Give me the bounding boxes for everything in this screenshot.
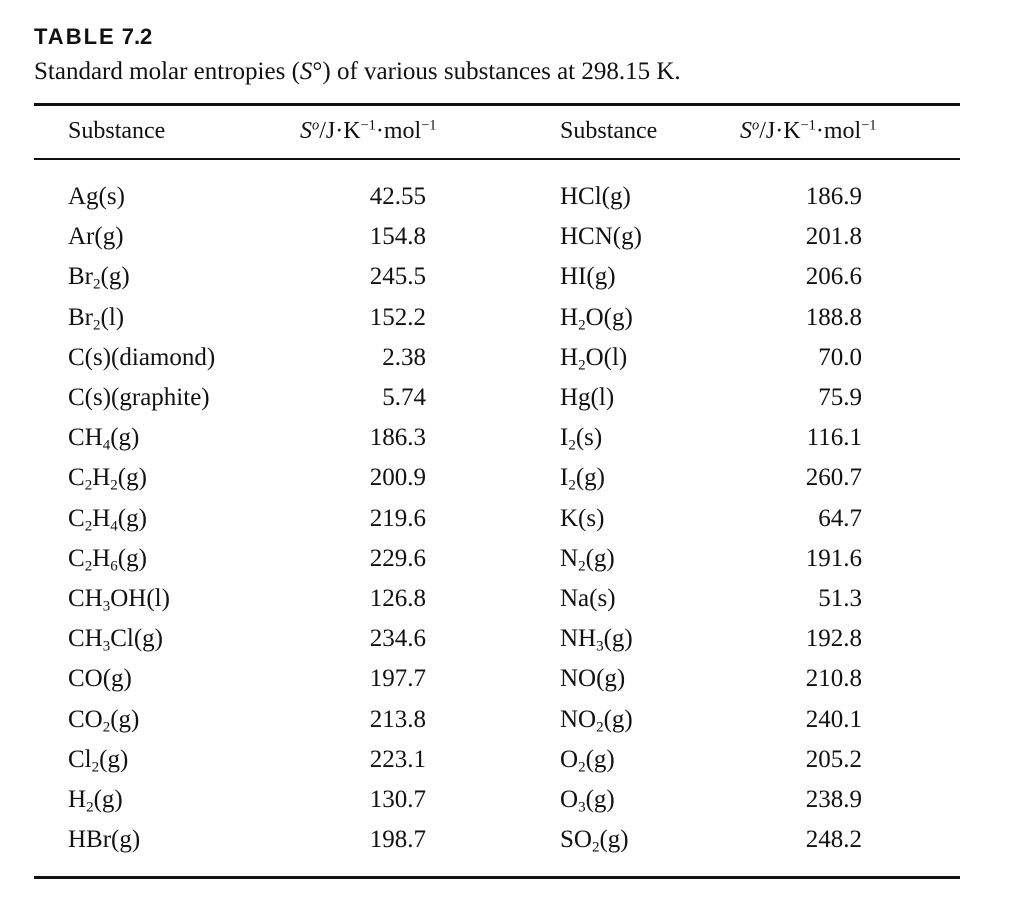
substance-cell: $NO_2(g)$ xyxy=(560,705,633,736)
header-entropy-units-a-exp: −1 xyxy=(360,117,376,134)
entropy-value-cell: 64.7 xyxy=(818,504,862,532)
header-substance-left: Substance xyxy=(68,118,166,144)
substance-cell: HBr(g) xyxy=(68,826,141,854)
header-entropy-symbol: S xyxy=(300,118,312,144)
substance-cell: Hg(l) xyxy=(560,384,615,411)
caption-after: ) of various substances at 298.15 K. xyxy=(322,58,681,85)
substance-cell: $N_2(g)$ xyxy=(560,544,615,575)
entropy-value-cell: 238.9 xyxy=(805,786,862,813)
substance-cell: $SO_2(g)$ xyxy=(560,826,629,856)
entropy-value-cell: 223.1 xyxy=(369,745,426,773)
table-row xyxy=(0,343,1024,383)
table-row xyxy=(0,383,1024,423)
substance-cell: $CO_2(g)$ xyxy=(68,705,140,736)
entropy-value-cell: 75.9 xyxy=(818,384,862,411)
entropy-value-cell: 248.2 xyxy=(805,826,862,854)
entropy-value-cell: 245.5 xyxy=(369,263,426,291)
entropy-value-cell: 205.2 xyxy=(805,745,862,773)
substance-cell: NO(g) xyxy=(560,665,626,693)
header-entropy-left xyxy=(300,118,437,145)
entropy-value-cell: 198.7 xyxy=(369,826,426,854)
substance-cell: $C_2H_4(g)$ xyxy=(68,504,147,535)
entropy-value-cell: 186.3 xyxy=(369,424,426,452)
caption-degree: ° xyxy=(312,58,323,85)
table-label-word: TABLE xyxy=(34,24,116,49)
bottom-rule xyxy=(34,876,960,879)
header-rule xyxy=(34,158,960,160)
substance-cell: $Br_2(l)$ xyxy=(68,303,125,334)
table-row xyxy=(0,262,1024,302)
substance-cell: HI(g) xyxy=(560,263,616,291)
entropy-value-cell: 191.6 xyxy=(805,544,862,572)
entropy-value-cell: 219.6 xyxy=(369,504,426,532)
table-row xyxy=(0,785,1024,825)
table-row xyxy=(0,182,1024,222)
substance-cell: $CH_4(g)$ xyxy=(68,424,140,454)
table-row xyxy=(0,504,1024,544)
table-label xyxy=(34,24,152,50)
caption-before: Standard molar entropies ( xyxy=(34,58,300,85)
header-entropy-units-a-exp: −1 xyxy=(800,117,816,134)
entropy-value-cell: 51.3 xyxy=(818,585,862,612)
table-row xyxy=(0,303,1024,343)
entropy-value-cell: 234.6 xyxy=(369,625,426,653)
entropy-value-cell: 5.74 xyxy=(382,384,426,411)
table-label-number: 7.2 xyxy=(121,24,153,49)
entropy-value-cell: 152.2 xyxy=(369,303,426,331)
substance-cell: C(s)(graphite) xyxy=(68,384,210,411)
entropy-value-cell: 2.38 xyxy=(382,343,426,371)
table-row xyxy=(0,825,1024,865)
caption-symbol: S xyxy=(299,58,313,85)
table-row xyxy=(0,745,1024,785)
entropy-value-cell: 260.7 xyxy=(805,464,862,492)
substance-cell: $Br_2(g)$ xyxy=(68,263,130,293)
entropy-value-cell: 154.8 xyxy=(369,223,426,251)
entropy-value-cell: 206.6 xyxy=(805,263,862,291)
header-entropy-units-b: ·mol xyxy=(815,118,862,144)
substance-cell: CO(g) xyxy=(68,665,132,693)
substance-cell: $I_2(s)$ xyxy=(560,424,603,454)
substance-cell: $H_2O(l)$ xyxy=(560,343,628,374)
entropy-value-cell: 240.1 xyxy=(805,705,862,733)
header-entropy-units-a: /J·K xyxy=(759,118,801,144)
entropy-value-cell: 130.7 xyxy=(369,786,426,813)
header-entropy-right xyxy=(740,118,877,145)
header-entropy-units-b-exp: −1 xyxy=(421,117,437,134)
table-row xyxy=(0,463,1024,503)
entropy-value-cell: 197.7 xyxy=(369,665,426,693)
top-rule xyxy=(34,103,960,106)
substance-cell: Ar(g) xyxy=(68,223,124,251)
entropy-value-cell: 192.8 xyxy=(805,625,862,653)
entropy-value-cell: 210.8 xyxy=(805,665,862,693)
table-row xyxy=(0,664,1024,704)
table-caption xyxy=(34,58,681,86)
header-entropy-units-b: ·mol xyxy=(375,118,422,144)
header-entropy-units-b-exp: −1 xyxy=(861,117,877,134)
entropy-value-cell: 186.9 xyxy=(805,183,862,210)
header-entropy-degree: o xyxy=(312,117,320,134)
substance-cell: $NH_3(g)$ xyxy=(560,625,633,655)
entropy-value-cell: 42.55 xyxy=(369,183,426,210)
entropy-value-cell: 201.8 xyxy=(805,223,862,251)
substance-cell: $C_2H_2(g)$ xyxy=(68,464,147,494)
entropy-value-cell: 229.6 xyxy=(369,544,426,572)
substance-cell: HCl(g) xyxy=(560,183,631,210)
substance-cell: $O_2(g)$ xyxy=(560,745,615,776)
substance-cell: $CH_3OH(l)$ xyxy=(68,585,170,615)
substance-cell: HCN(g) xyxy=(560,223,642,251)
substance-cell: Ag(s) xyxy=(68,183,125,210)
entropy-value-cell: 213.8 xyxy=(369,705,426,733)
substance-cell: $O_3(g)$ xyxy=(560,786,615,816)
substance-cell: $CH_3Cl(g)$ xyxy=(68,625,164,655)
entropy-value-cell: 200.9 xyxy=(369,464,426,492)
entropy-value-cell: 116.1 xyxy=(806,424,862,452)
header-entropy-units-a: /J·K xyxy=(319,118,361,144)
table-row xyxy=(0,624,1024,664)
table-row xyxy=(0,423,1024,463)
entropy-value-cell: 126.8 xyxy=(369,585,426,612)
substance-cell: Na(s) xyxy=(560,585,616,612)
entropy-value-cell: 188.8 xyxy=(805,303,862,331)
table-row xyxy=(0,584,1024,624)
substance-cell: $C_2H_6(g)$ xyxy=(68,544,147,575)
header-entropy-degree: o xyxy=(752,117,760,134)
substance-cell: K(s) xyxy=(560,504,605,532)
substance-cell: $H_2O(g)$ xyxy=(560,303,633,334)
substance-cell: $I_2(g)$ xyxy=(560,464,605,494)
substance-cell: $H_2(g)$ xyxy=(68,786,123,816)
header-substance-right: Substance xyxy=(560,118,658,144)
substance-cell: C(s)(diamond) xyxy=(68,343,216,371)
table-row xyxy=(0,222,1024,262)
entropy-value-cell: 70.0 xyxy=(818,343,862,371)
substance-cell: $Cl_2(g)$ xyxy=(68,745,129,776)
table-row xyxy=(0,705,1024,745)
header-entropy-symbol: S xyxy=(740,118,752,144)
table-row xyxy=(0,544,1024,584)
